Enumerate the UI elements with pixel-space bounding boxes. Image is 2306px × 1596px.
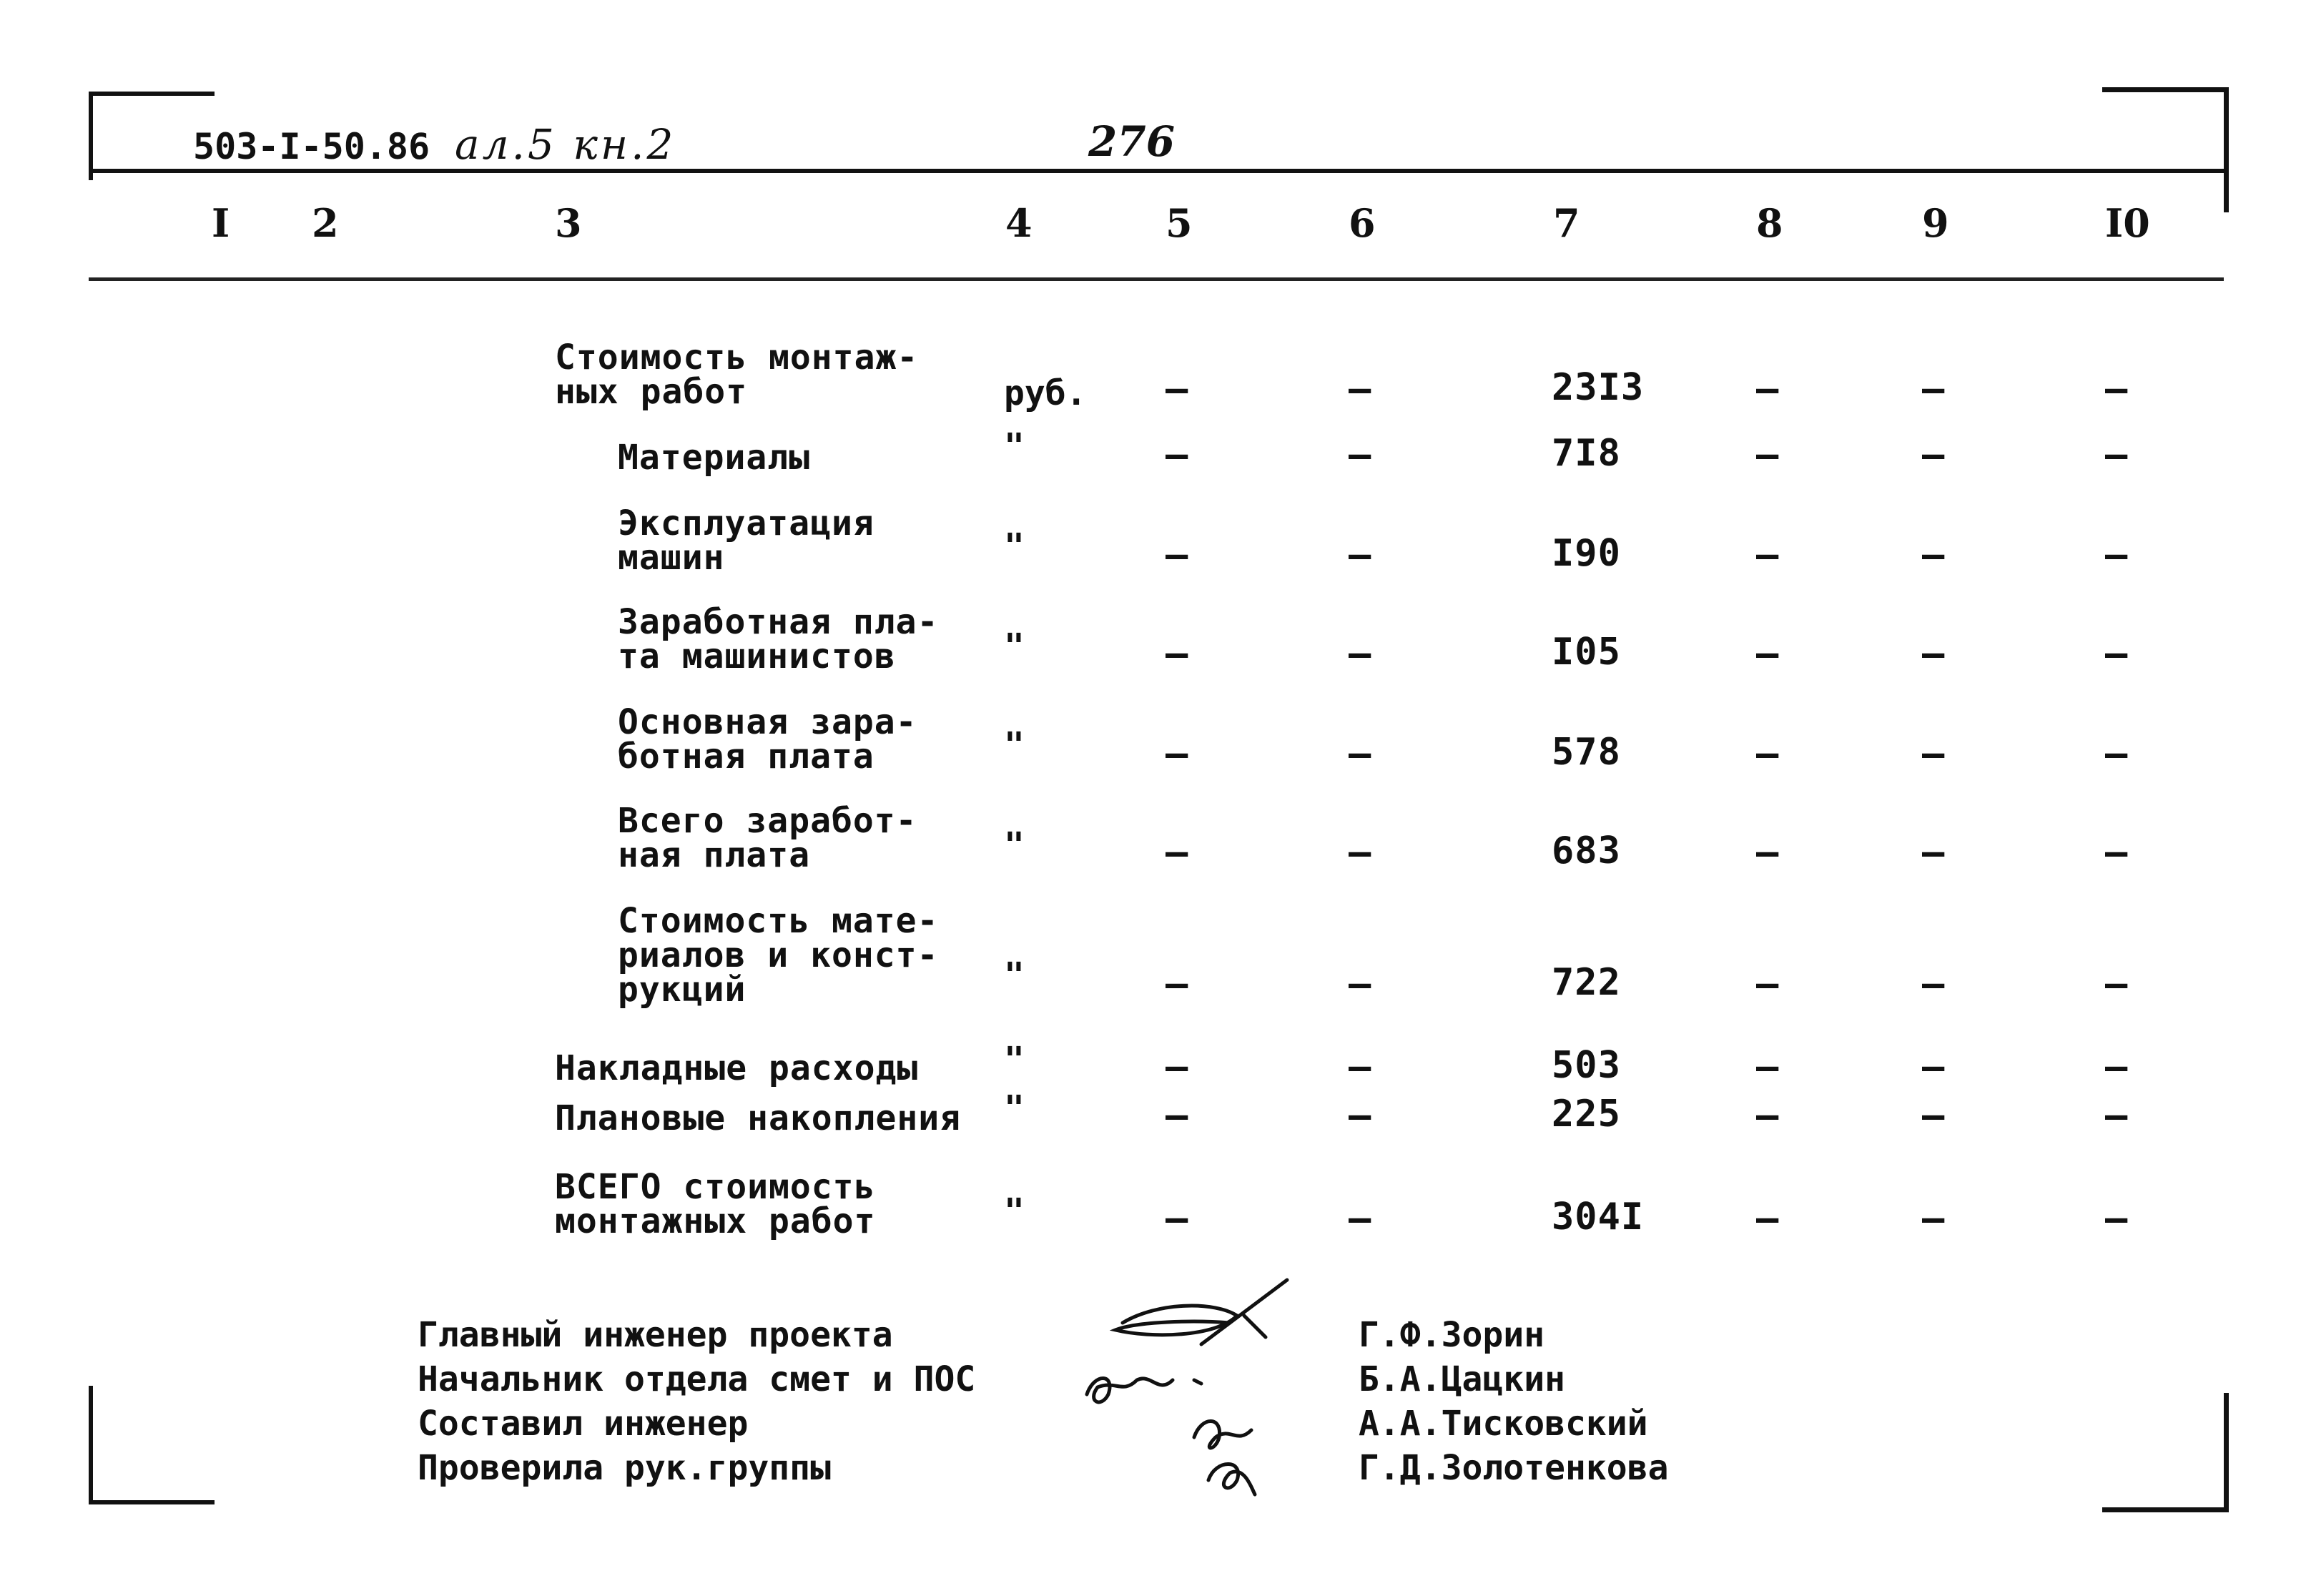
header-rule: [89, 169, 2224, 173]
signature-position-compiler: Составил инженер: [418, 1404, 749, 1444]
page-number: 276: [1088, 117, 1176, 166]
table-row-col8: –: [1756, 632, 1779, 675]
table-row-col9: –: [1922, 368, 1945, 410]
table-row-col10: –: [2105, 1197, 2128, 1240]
table-row-col10: –: [2105, 433, 2128, 476]
column-number-4: 4: [1005, 200, 1033, 246]
table-row-col8: –: [1756, 368, 1779, 410]
table-row-col7: 304I: [1552, 1196, 1645, 1238]
table-row-description: Заработная пла- та машинистов: [618, 602, 939, 676]
column-number-9: 9: [1922, 200, 1949, 246]
signature-name-tiskovsky: А.А.Тисковский: [1359, 1404, 1648, 1444]
table-row-col8: –: [1756, 831, 1779, 874]
column-number-7: 7: [1553, 200, 1580, 246]
table-row-col5: –: [1166, 632, 1188, 675]
table-row-col9: –: [1922, 433, 1945, 476]
table-row-col5: –: [1166, 831, 1188, 874]
table-row-col7: I90: [1552, 532, 1621, 575]
table-row-col6: –: [1349, 368, 1371, 410]
table-row-description: Накладные расходы: [555, 1048, 919, 1088]
table-row-description: Стоимость монтаж- ных работ: [555, 338, 919, 412]
table-row-unit: ": [1004, 1191, 1025, 1231]
table-row-col9: –: [1922, 962, 1945, 1005]
table-row-col8: –: [1756, 433, 1779, 476]
document-handwritten-note: ал.5 кн.2: [455, 120, 676, 169]
table-row-col9: –: [1922, 1197, 1945, 1240]
table-row-col10: –: [2105, 962, 2128, 1005]
table-row-unit: ": [1004, 955, 1025, 995]
table-row-col7: I05: [1552, 631, 1621, 674]
table-row-col5: –: [1166, 1045, 1188, 1088]
table-row-col5: –: [1166, 368, 1188, 410]
table-row-unit: ": [1004, 426, 1025, 466]
column-number-2: 2: [312, 200, 339, 246]
table-row-col6: –: [1349, 433, 1371, 476]
table-row-unit: ": [1004, 1088, 1025, 1128]
table-row-col6: –: [1349, 962, 1371, 1005]
table-row-col5: –: [1166, 1197, 1188, 1240]
table-row-col6: –: [1349, 1197, 1371, 1240]
table-row-col8: –: [1756, 962, 1779, 1005]
table-row-col6: –: [1349, 831, 1371, 874]
table-row-col5: –: [1166, 962, 1188, 1005]
table-row-col9: –: [1922, 632, 1945, 675]
table-row-col10: –: [2105, 1094, 2128, 1137]
table-row-col8: –: [1756, 1094, 1779, 1137]
table-row-col8: –: [1756, 533, 1779, 576]
table-row-col6: –: [1349, 732, 1371, 775]
table-row-col6: –: [1349, 533, 1371, 576]
table-row-col7: 7I8: [1552, 432, 1621, 475]
table-row-description: Эксплуатация машин: [618, 503, 874, 578]
corner-bracket-bottom-right: [2102, 1393, 2229, 1512]
table-row-description: Стоимость мате- риалов и конст- рукций: [618, 901, 939, 1010]
table-row-col9: –: [1922, 732, 1945, 775]
table-row-unit: ": [1004, 526, 1025, 566]
table-row-description: Основная зара- ботная плата: [618, 702, 917, 777]
table-row-col6: –: [1349, 632, 1371, 675]
table-row-col5: –: [1166, 533, 1188, 576]
table-row-col8: –: [1756, 1197, 1779, 1240]
table-row-col7: 503: [1552, 1044, 1621, 1087]
table-row-unit: ": [1004, 626, 1025, 666]
table-row-col8: –: [1756, 732, 1779, 775]
table-row-col10: –: [2105, 831, 2128, 874]
table-row-description: Плановые накопления: [555, 1098, 962, 1138]
table-row-col7: 722: [1552, 961, 1621, 1004]
handwritten-signatures-graphic: [1073, 1273, 1330, 1502]
signature-position-checker: Проверила рук.группы: [418, 1448, 831, 1488]
column-header-rule: [89, 277, 2224, 281]
signature-position-chief-engineer: Главный инженер проекта: [418, 1315, 893, 1355]
table-row-col6: –: [1349, 1094, 1371, 1137]
table-row-col5: –: [1166, 433, 1188, 476]
column-number-1: I: [212, 200, 230, 246]
corner-bracket-bottom-left: [89, 1386, 215, 1504]
column-number-6: 6: [1349, 200, 1376, 246]
table-row-col7: 578: [1552, 731, 1621, 774]
table-row-description: ВСЕГО стоимость монтажных работ: [555, 1167, 876, 1241]
signature-position-department-head: Начальник отдела смет и ПОС: [418, 1359, 976, 1399]
table-row-col10: –: [2105, 632, 2128, 675]
table-row-unit: ": [1004, 825, 1025, 865]
table-row-col7: 225: [1552, 1093, 1621, 1136]
table-row-col8: –: [1756, 1045, 1779, 1088]
table-row-description: Материалы: [618, 438, 811, 478]
document-code: 503-I-50.86: [193, 126, 430, 167]
table-row-col10: –: [2105, 533, 2128, 576]
table-row-col7: 23I3: [1552, 366, 1645, 409]
table-row-col9: –: [1922, 533, 1945, 576]
table-row-description: Всего заработ- ная плата: [618, 801, 917, 875]
table-row-unit: руб.: [1004, 373, 1087, 413]
table-row-col5: –: [1166, 1094, 1188, 1137]
signature-name-zorin: Г.Ф.Зорин: [1359, 1315, 1545, 1355]
column-number-3: 3: [555, 200, 582, 246]
table-row-col10: –: [2105, 1045, 2128, 1088]
signature-name-zolotenkova: Г.Д.Золотенкова: [1359, 1448, 1669, 1488]
table-row-col10: –: [2105, 732, 2128, 775]
table-row-col7: 683: [1552, 829, 1621, 872]
column-number-5: 5: [1166, 200, 1193, 246]
corner-bracket-top-right: [2102, 87, 2229, 212]
table-row-unit: ": [1004, 725, 1025, 765]
table-row-col9: –: [1922, 1045, 1945, 1088]
column-number-8: 8: [1756, 200, 1783, 246]
table-row-col9: –: [1922, 831, 1945, 874]
table-row-col9: –: [1922, 1094, 1945, 1137]
signature-name-tsatskin: Б.А.Цацкин: [1359, 1359, 1565, 1399]
table-row-col5: –: [1166, 732, 1188, 775]
table-row-unit: ": [1004, 1040, 1025, 1080]
column-number-10: I0: [2105, 200, 2150, 246]
table-row-col6: –: [1349, 1045, 1371, 1088]
table-row-col10: –: [2105, 368, 2128, 410]
